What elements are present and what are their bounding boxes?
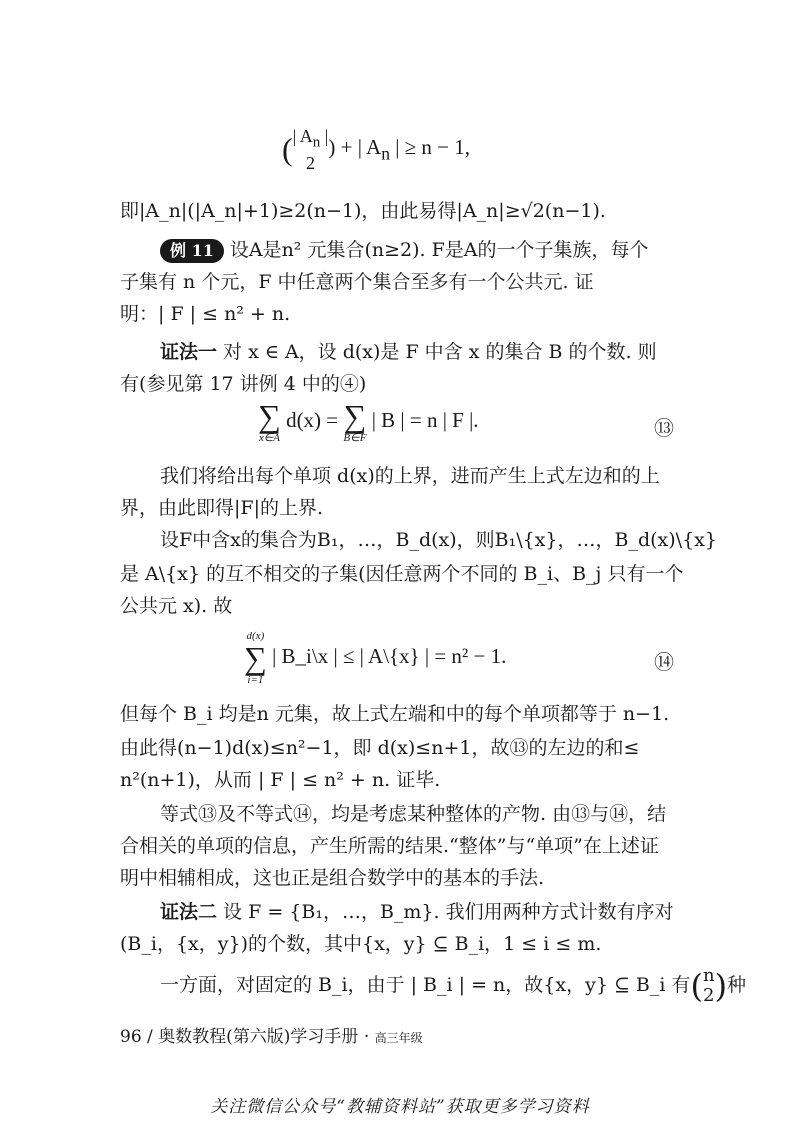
book-title: 奥数教程(第六版)学习手册 · bbox=[152, 1027, 375, 1047]
text-line: 合相关的单项的信息，产生所需的结果.“整体”与“单项”在上述证 bbox=[120, 835, 659, 857]
equation-number-13: ⑬ bbox=[654, 418, 674, 440]
sum-symbol: d(x) ∑ i=1 bbox=[244, 630, 267, 686]
text-line: 即|A_n|(|A_n|+1)≥2(n−1)，由此易得|A_n|≥√2(n−1). bbox=[120, 200, 606, 222]
text-line: 公共元 x). 故 bbox=[120, 595, 233, 617]
text-line: 等式⑬及不等式⑭，均是考虑某种整体的产物. 由⑬与⑭，结 bbox=[160, 803, 667, 825]
fraction: | $A_n$ | 2 bbox=[292, 126, 329, 173]
footer bbox=[120, 1022, 423, 1047]
grade-label: 高三年级 bbox=[374, 1031, 423, 1045]
proof-1-line: 证法一 对 x ∈ A，设 d(x)是 F 中含 x 的集合 B 的个数. 则 bbox=[160, 341, 657, 363]
equation-13: ∑ x∈A d(x) = ∑ B∈F | B | = n | F |. bbox=[258, 398, 479, 444]
text-line: 明中相辅相成，这也正是组合数学中的基本的手法. bbox=[120, 867, 545, 889]
text-line: 我们将给出每个单项 d(x)的上界，进而产生上式左边和的上 bbox=[160, 465, 660, 487]
page-number: 96 / bbox=[120, 1027, 153, 1047]
proof-2-line: 证法二 设 F = {B₁，…，B_m}. 我们用两种方式计数有序对 bbox=[160, 901, 674, 923]
sum-symbol: ∑ B∈F bbox=[343, 398, 367, 444]
text-line: 子集有 n 个元，F 中任意两个集合至多有一个公共元. 证 bbox=[120, 271, 594, 293]
text-line: 界，由此即得|F|的上界. bbox=[120, 497, 324, 519]
formula-1: (| $A_n$ | 2) + | $A_n$ | ≥ n − 1, bbox=[282, 126, 471, 173]
watermark: 关注微信公众号“教辅资料站”获取更多学习资料 bbox=[210, 1097, 590, 1117]
text-line: 明：| F | ≤ n² + n. bbox=[120, 303, 291, 325]
proof-1-heading: 证法一 bbox=[160, 341, 218, 363]
text-line: 是 A\{x} 的互不相交的子集(因任意两个不同的 B_i、B_j 只有一个 bbox=[120, 563, 684, 585]
equation-number-14: ⑭ bbox=[654, 652, 674, 674]
text-line: 有(参见第 17 讲例 4 中的④) bbox=[120, 373, 367, 395]
equation-14: d(x) ∑ i=1 | B_i\x | ≤ | A\{x} | = n² − 1. bbox=[244, 630, 507, 686]
text-line: 一方面，对固定的 B_i，由于 | B_i | = n，故{x，y} ⊆ B_i 有(n 2)种 bbox=[160, 965, 747, 1006]
text-line: (B_i，{x，y})的个数，其中{x，y} ⊆ B_i，1 ≤ i ≤ m. bbox=[120, 933, 602, 955]
example-badge: 例 11 bbox=[160, 239, 224, 263]
text-line: n²(n+1)，从而 | F | ≤ n² + n. 证毕. bbox=[120, 769, 441, 791]
text-line: 由此得(n−1)d(x)≤n²−1，即 d(x)≤n+1，故⑬的左边的和≤ bbox=[120, 737, 640, 759]
text-line: 设F中含x的集合为B₁，…，B_d(x)，则B₁\{x}，…，B_d(x)\{x} bbox=[160, 529, 717, 551]
sum-symbol: ∑ x∈A bbox=[258, 398, 281, 444]
proof-2-heading: 证法二 bbox=[160, 901, 218, 923]
example-11-line: 例 11 设A是n² 元集合(n≥2). F是A的一个子集族，每个 bbox=[160, 236, 682, 264]
text-line: 但每个 B_i 均是n 元集，故上式左端和中的每个单项都等于 n−1. bbox=[120, 703, 670, 725]
binomial: n 2 bbox=[702, 965, 715, 1006]
